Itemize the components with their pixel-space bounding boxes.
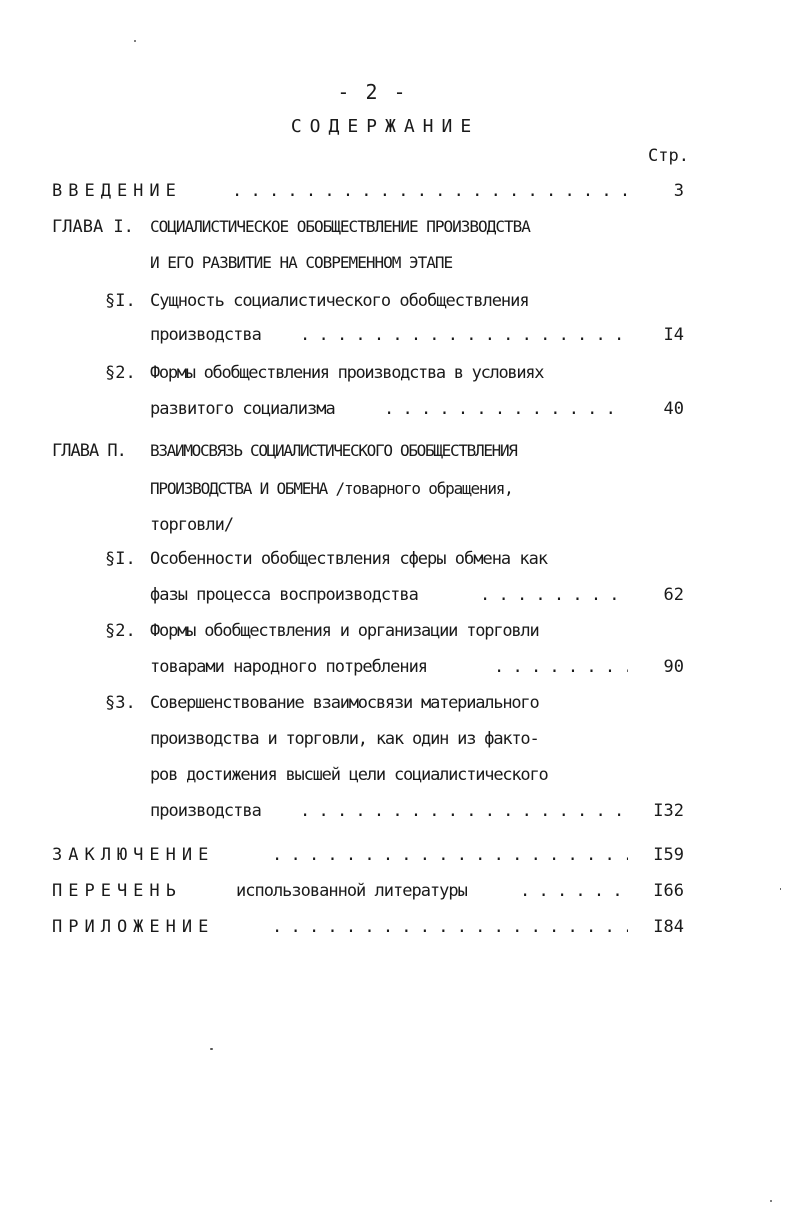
section-title-line: развитого социализма: [150, 399, 335, 419]
toc-section-2-2[interactable]: [0, 616, 799, 646]
scan-speck: [780, 888, 781, 890]
toc-chapter-2[interactable]: [0, 436, 799, 466]
leader-dots: [520, 876, 628, 906]
leader-dots: [272, 912, 628, 942]
chapter-label: ГЛАВА П.: [52, 441, 126, 461]
toc-section-2-3[interactable]: [0, 688, 799, 718]
chapter-title-line: СОЦИАЛИСТИЧЕСКОЕ ОБОБЩЕСТВЛЕНИЕ ПРОИЗВОДСТВА: [150, 217, 530, 236]
entry-label: ПЕРЕЧЕНЬ: [52, 881, 182, 901]
section-title-line: товарами народного потребления: [150, 657, 428, 677]
page-ref: I4: [663, 325, 684, 345]
section-number: §I.: [105, 291, 136, 311]
section-title-line: Особенности обобществления сферы обмена как: [150, 549, 548, 569]
page-column-label: Стр.: [648, 146, 689, 166]
page-ref: I84: [653, 917, 684, 937]
scan-speck: [134, 40, 136, 42]
page-ref: I66: [653, 881, 684, 901]
section-number: §2.: [105, 363, 136, 383]
toc-section-2-3-cont: [0, 724, 799, 754]
section-title-line: ров достижения высшей цели социалистического: [150, 765, 548, 785]
toc-chapter-1[interactable]: [0, 212, 799, 242]
page-ref: 3: [673, 181, 684, 201]
toc-entry-conclusion[interactable]: [0, 840, 799, 870]
page-ref: 40: [663, 399, 684, 419]
toc-section-1-2-cont[interactable]: [0, 394, 799, 424]
toc-section-1-1-cont[interactable]: [0, 320, 799, 350]
page-ref: 90: [663, 657, 684, 677]
page-ref: I59: [653, 845, 684, 865]
section-number: §3.: [105, 693, 136, 713]
section-title-line: фазы процесса воспроизводства: [150, 585, 418, 605]
section-title-line: Сущность социалистического обобществления: [150, 291, 529, 311]
entry-label: ПРИЛОЖЕНИЕ: [52, 917, 215, 937]
leader-dots: [272, 840, 628, 870]
chapter-label: ГЛАВА I.: [52, 217, 134, 237]
section-title-line: производства: [150, 325, 261, 345]
toc-chapter-2-cont: [0, 474, 799, 504]
scan-speck: [770, 1200, 772, 1202]
page-number: - 2 -: [337, 80, 408, 104]
toc-section-1-2[interactable]: [0, 358, 799, 388]
leader-dots: [494, 652, 628, 682]
toc-entry-appendix[interactable]: [0, 912, 799, 942]
leader-dots: [384, 394, 628, 424]
leader-dots: [480, 580, 628, 610]
section-title-line: Формы обобществления производства в условиях: [150, 363, 544, 383]
entry-label: ЗАКЛЮЧЕНИЕ: [52, 845, 215, 865]
toc-section-2-1[interactable]: [0, 544, 799, 574]
chapter-title-line: ПРОИЗВОДСТВА И ОБМЕНА /товарного обращения,: [150, 479, 513, 498]
section-title-line: Совершенствование взаимосвязи материального: [150, 693, 539, 713]
toc-entry-references[interactable]: [0, 876, 799, 906]
toc-chapter-2-cont2: [0, 510, 799, 540]
entry-label: ВВЕДЕНИЕ: [52, 181, 182, 201]
chapter-title-line: ВЗАИМОСВЯЗЬ СОЦИАЛИСТИЧЕСКОГО ОБОБЩЕСТВЛЕНИЯ: [150, 441, 517, 460]
entry-label-suffix: использованной литературы: [236, 881, 467, 901]
leader-dots: [232, 176, 628, 206]
toc-section-2-1-cont[interactable]: [0, 580, 799, 610]
toc-entry-introduction[interactable]: [0, 176, 799, 206]
chapter-title-line: торговли/: [150, 515, 234, 535]
toc-title: СОДЕРЖАНИЕ: [290, 116, 480, 137]
toc-section-1-1[interactable]: [0, 286, 799, 316]
leader-dots: [300, 796, 628, 826]
page-ref: I32: [653, 801, 684, 821]
leader-dots: [300, 320, 628, 350]
section-title-line: производства и торговли, как один из факто-: [150, 729, 539, 749]
toc-section-2-3-cont3[interactable]: [0, 796, 799, 826]
section-number: §2.: [105, 621, 136, 641]
toc-chapter-1-cont: [0, 248, 799, 278]
section-number: §I.: [105, 549, 136, 569]
scan-speck: [210, 1048, 213, 1050]
section-title-line: производства: [150, 801, 261, 821]
toc-section-2-3-cont2: [0, 760, 799, 790]
page-ref: 62: [663, 585, 684, 605]
section-title-line: Формы обобществления и организации торговли: [150, 621, 539, 641]
toc-section-2-2-cont[interactable]: [0, 652, 799, 682]
chapter-title-line: И ЕГО РАЗВИТИЕ НА СОВРЕМЕННОМ ЭТАПЕ: [150, 253, 453, 272]
